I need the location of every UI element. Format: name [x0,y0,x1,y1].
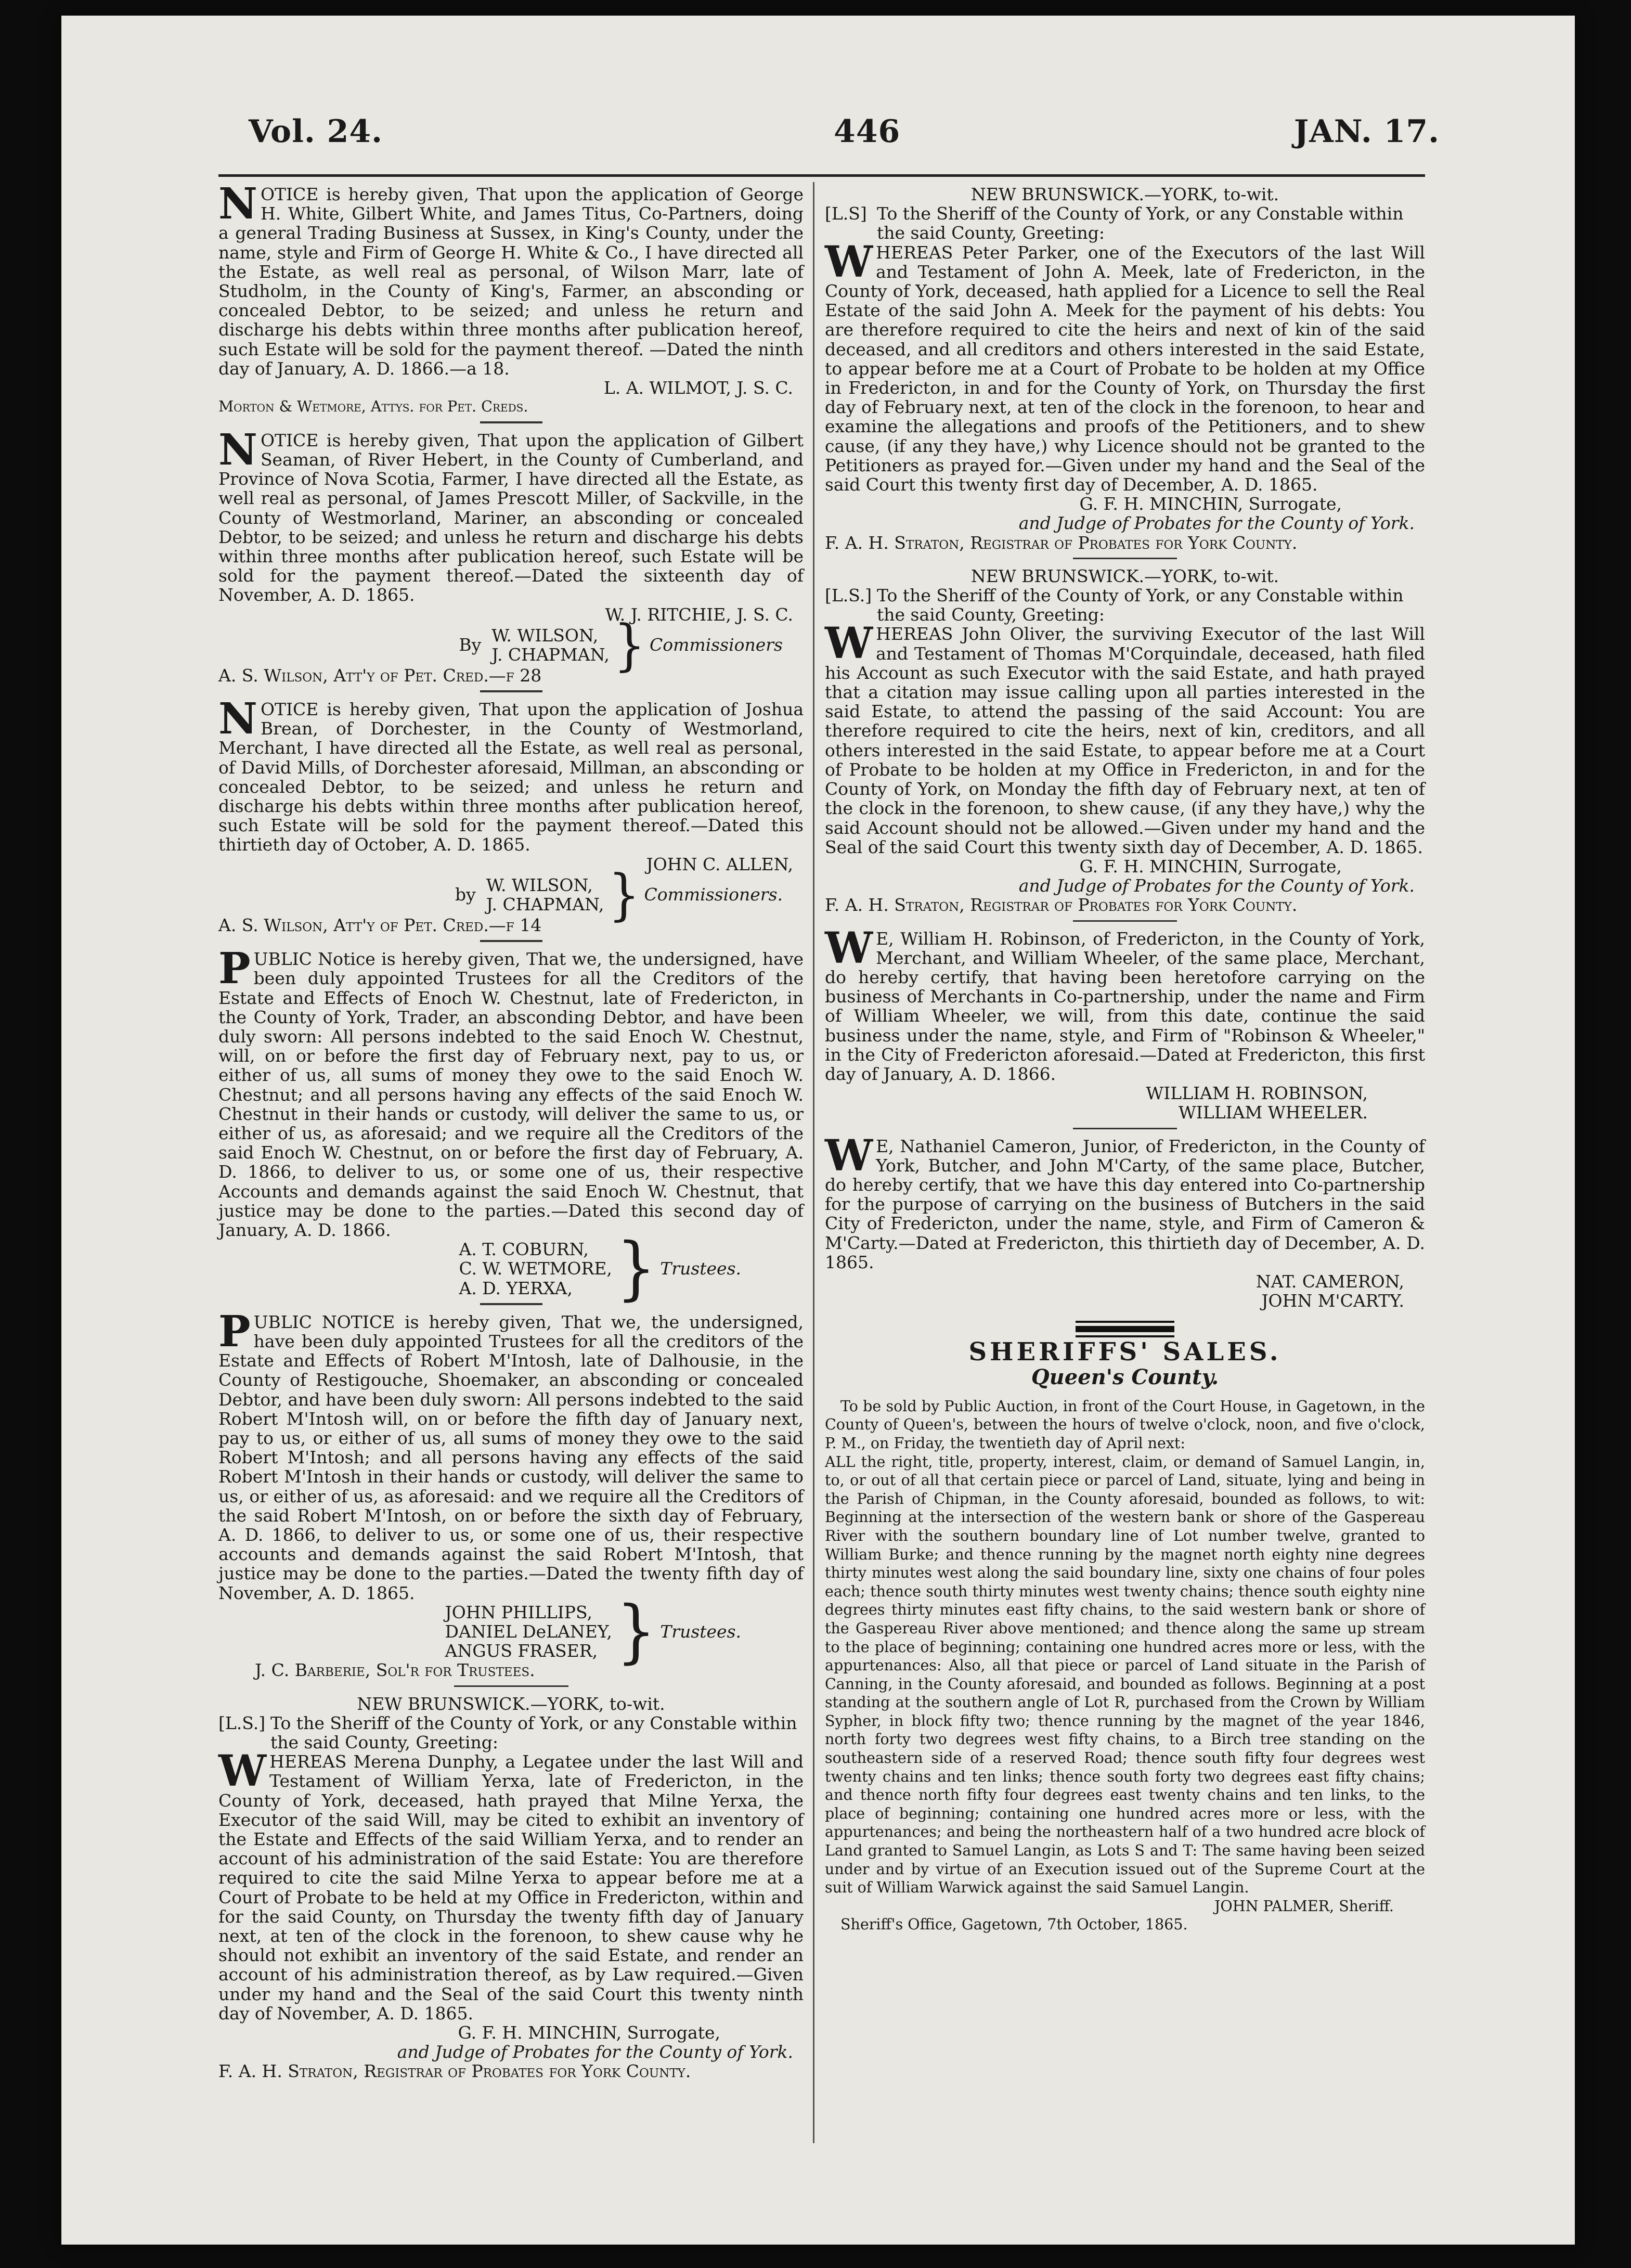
signature: JOHN M'CARTY. [1261,1291,1404,1311]
sale-intro: To be sold by Public Auction, in front of the Court House, in Gagetown, in the County of Queen's, between the hours of twelve o'clock, noon, and five o'clock, P. M., on Friday, the twentieth day of April next: [825,1397,1425,1452]
signature-title: and Judge of Probates for the County of York. [1018,513,1415,534]
notice-brean-mills [218,694,804,935]
registrar: F. A. H. Straton, Registrar of Probates for York County. [825,895,1298,916]
notice-robinson-wheeler [825,923,1425,1123]
by-label: By [459,635,482,655]
trustee-name: A. D. YERXA, [459,1278,573,1298]
notice-text: UBLIC NOTICE is hereby given, That we, the undersigned, have been duly appointed Trustees for all the creditors of the Estate and Effects of Robert M'Intosh, late of Dalhousie, in the County of Restigouche, Shoemaker, an absconding or concealed Debtor, and have been duly sworn: All persons indebted to the said Robert M'Intosh will, on or before the fifth day of January next, pay to us, or either of us, all sums of money they owe to the said Robert M'Intosh; and all persons having any effects of the said Robert M'Intosh in their hands or custody, will deliver the same to us, or either of us, as aforesaid: and we require all the Creditors of the said Robert M'Intosh, on or before the sixth day of February, A. D. 1866, to deliver to us, or some one of us, their respective accounts and demands against the said Robert M'Intosh, that justice may be done to the parties.—Dated the twenty fifth day of November, A. D. 1865. [218,1311,804,1603]
seal-line [218,1713,804,1752]
signature: G. F. H. MINCHIN, Surrogate, [458,2022,720,2043]
commissioner-name: J. CHAPMAN, [491,644,610,665]
sheriff-signature: JOHN PALMER, Sheriff. [1214,1897,1394,1915]
section-rule [1076,1321,1174,1337]
notice-text: E, William H. Robinson, of Fredericton, in the County of York, Merchant, and William Wheeler, of the same place, Merchant, do hereby certify, that having been heretofore carrying on the business of Merchants in Co-partnership, under the name and Firm of William Wheeler, we will, from this date, continue the said business under the name, style, and Firm of "Robinson & Wheeler," in the City of Fredericton aforesaid.—Dated at Fredericton, this first day of January, A. D. 1866. [825,928,1425,1084]
signature: W. J. RITCHIE, J. S. C. [605,604,793,625]
signature: L. A. WILMOT, J. S. C. [603,378,793,398]
section-title: SHERIFFS' SALES. [968,1337,1282,1367]
notice-heading: NEW BRUNSWICK.—YORK, to-wit. [970,184,1279,204]
by-label: by [455,884,476,905]
notice-text: OTICE is hereby given, That upon the application of George H. White, Gilbert White, and James Titus, Co-Partners, doing a general Trading Business at Sussex, in King's County, under the name, style and Firm of George H. White & Co., I have directed all the Estate, as well real as personal, of Wilson Marr, late of Studholm, in the County of King's, Farmer, an absconding or concealed Debtor, to be seized; and unless he return and discharge his debts within three months after publication hereof, such Estate will be sold for the payment thereof. —Dated the ninth day of January, A. D. 1866.—a 18. [218,184,804,379]
notice-text: HEREAS Peter Parker, one of the Executors of the last Will and Testament of John A. Meek, late of Fredericton, in the County of York, deceased, hath applied for a Licence to sell the Real Estate of the said John A. Meek for the payment of his debts: You are therefore required to cite the heirs and next of kin of the said deceased, and all creditors and others interested in the said Estate, to appear before me at a Court of Probate to be holden at my Office in Fredericton, in and for the County of York, on Thursday the first day of February next, at ten of the clock in the forenoon, to hear and examine the allegations and proofs of the Petitioners, and to shew cause, (if any they have,) why Licence should not be granted to the Petitioners as prayed for.—Given under my hand and the Seal of the said Court this twenty first day of December, A. D. 1865. [825,242,1425,495]
trustee-name: JOHN PHILLIPS, [445,1602,592,1622]
notice-mintosh-trustees [218,1306,804,1681]
brace-glyph: } [608,862,640,927]
separator [454,1685,568,1687]
role-label: Commissioners. [644,884,783,905]
trustee-name: C. W. WETMORE, [459,1258,612,1279]
notice-seaman-miller [218,424,804,686]
separator [480,421,542,423]
drop-cap: N [218,694,257,744]
separator [480,690,542,692]
drop-cap: P [218,944,251,994]
signature: G. F. H. MINCHIN, Surrogate, [1079,494,1342,514]
commissioner-name: W. WILSON, [491,625,599,646]
signature: JOHN C. ALLEN, [646,854,793,874]
seal-line [825,204,1425,242]
sheriff-office-date: Sheriff's Office, Gagetown, 7th October, 1865. [840,1916,1188,1934]
seal-mark: [L.S] [825,203,867,224]
attorney: A. S. Wilson, Att'y of Pet. Cred.—f 14 [218,914,542,935]
drop-cap: P [218,1306,251,1357]
signature: G. F. H. MINCHIN, Surrogate, [1079,856,1342,877]
seal-line [825,586,1425,624]
signature: NAT. CAMERON, [1255,1271,1404,1292]
drop-cap: W [825,237,873,287]
notice-heading: NEW BRUNSWICK.—YORK, to-wit. [357,1693,665,1714]
drop-cap: W [218,1746,267,1797]
volume-label: Vol. 24. [249,113,383,150]
separator [1073,558,1177,559]
attorney: A. S. Wilson, Att'y of Pet. Cred.—f 28 [218,665,542,686]
solicitor: J. C. Barberie, Sol'r for Trustees. [255,1660,535,1681]
drop-cap: W [825,1130,873,1181]
brace-glyph: } [613,613,645,677]
drop-cap: N [218,179,257,229]
notice-chestnut-trustees [218,944,804,1308]
commissioner-name: J. CHAPMAN, [486,894,604,914]
separator [480,940,542,942]
sale-body: ALL the right, title, property, interest, claim, or demand of Samuel Langin, in, to, or out of all that certain piece or parcel of Land, situate, lying and being in the Parish of Chipman, in the County aforesaid, bounded as follows, to wit: Beginning at the intersection of the western bank or shore of the Gaspereau River with the southern boundary line of Lot number twelve, granted to William Burke; and thence running by the magnet north eighty nine degrees thirty minutes west along the said boundary line, sixty one chains of four poles each; thence south thirty minutes west twenty chains; thence south eighty nine degrees thirty minutes east fifty chains, to the said western bank or shore of the Gaspereau River above mentioned; and thence along the same up stream to the place of beginning; containing one hundred acres more or less, with the appurtenances: Also, all that piece or parcel of Land situate in the Parish of Canning, in the County aforesaid, and bounded as follows. Beginning at a post standing at the southern angle of Lot R, purchased from the Crown by William Sypher, in block fifty two; thence running by the magnet of the year 1846, north forty two degrees west fifty chains, to a Birch tree standing on the southeastern side of a reserved Road; thence south fifty four degrees west twenty chains and ten links; thence south forty two degrees east fifty chains; and thence north fifty four degrees east twenty chains and ten links, to the place of beginning; containing one hundred acres more or less, with the appurtenances; and being the northeastern half of a two hundred acre block of Land granted to Samuel Langin, as Lots S and T: The same having been seized under and by virtue of an Execution issued out of the Supreme Court at the suit of William Warwick against the said Samuel Langin. [825,1453,1425,1897]
trustee-name: ANGUS FRASER, [445,1641,598,1661]
left-column [218,179,804,2086]
trustee-name: DANIEL DeLANEY, [445,1621,612,1642]
signature: WILLIAM H. ROBINSON, [1146,1083,1368,1104]
notice-cameron-mccarty [825,1130,1425,1311]
separator [480,1303,542,1305]
separator [1073,920,1177,922]
issue-date: JAN. 17. [1293,113,1440,150]
seal-mark: [L.S.] [825,585,872,606]
notice-oliver-mcorquindale [825,566,1425,915]
address-text: To the Sheriff of the County of York, or any Constable within the said County, Greeting: [877,585,1404,625]
notice-dunphy-yerxa [218,1694,804,2081]
notice-heading: NEW BRUNSWICK.—YORK, to-wit. [970,565,1279,586]
address-text: To the Sheriff of the County of York, or any Constable within the said County, Greeting: [270,1712,797,1753]
role-label: Trustees. [660,1258,741,1279]
drop-cap: W [825,618,873,669]
drop-cap: N [218,424,257,475]
trustee-name: A. T. COBURN, [459,1239,589,1260]
trustees-block [218,1228,741,1308]
commissioner-name: W. WILSON, [486,874,593,895]
registrar: F. A. H. Straton, Registrar of Probates for York County. [218,2061,691,2082]
column-divider [813,182,814,2143]
notice-text: UBLIC Notice is hereby given, That we, the undersigned, have been duly appointed Trustees for all the Creditors of the Estate and Effects of Enoch W. Chestnut, late of Fredericton, in the County of York, Trader, an absconding Debtor, and have been duly sworn: All persons indebted to the said Enoch W. Chestnut, will, on or before the first day of February next, pay to us, or either of us, all sums of money they owe to the said Enoch W. Chestnut; and all persons having any effects of the said Enoch W. Chestnut in their hands or custody, will deliver the same to us, or either of us, as aforesaid; and we require all the Creditors of the said Enoch W. Chestnut, on or before the first day of February, A. D. 1866, to deliver to us, or some one of us, their respective Accounts and demands against the said Enoch W. Chestnut, that justice may be done to the parties.—Dated this second day of January, A. D. 1866. [218,949,804,1240]
separator [1073,1128,1177,1129]
role-label: Trustees. [660,1621,741,1642]
signature: WILLIAM WHEELER. [1178,1102,1368,1123]
notice-text: E, Nathaniel Cameron, Junior, of Fredericton, in the County of York, Butcher, and John M'Carty, of the same place, Butcher, do hereby certify, that we have this day entered into Co-partnership for the purpose of carrying on the business of Butchers in the said City of Fredericton, under the name, style, and Firm of Cameron & M'Carty.—Dated at Fredericton, this thirtieth day of December, A. D. 1865. [825,1136,1425,1272]
county-heading: Queen's County. [1031,1364,1219,1389]
signature-title: and Judge of Probates for the County of York. [1018,875,1415,896]
notice-text: OTICE is hereby given, That upon the application of Gilbert Seaman, of River Hebert, in the County of Cumberland, and Province of Nova Scotia, Farmer, I have directed all the Estate, as well real as personal, of James Prescott Miller, of Sackville, in the County of Westmorland, Mariner, an absconding or concealed Debtor, to be seized; and unless he return and discharge his debts within three months after publication hereof, such Estate will be sold for the payment thereof.—Dated the sixteenth day of November, A. D. 1865. [218,430,804,605]
brace-glyph: } [616,1228,656,1308]
notice-text: HEREAS John Oliver, the surviving Executor of the last Will and Testament of Thomas M'Corquindale, deceased, hath filed his Account as such Executor with the said Estate, and hath prayed that a citation may issue calling upon all parties interested in the said Estate, to attend the passing of the said Account: You are therefore required to cite the heirs, next of kin, creditors, and all others interested in the said Estate, to appear before me at a Court of Probate to be holden at my Office in Fredericton, in and for the County of York, on Monday the fifth day of February next, at ten of the clock in the forenoon, to shew cause, (if any they have,) why the said Account should not be allowed.—Given under my hand and the Seal of the said Court this twenty sixth day of December, A. D. 1865. [825,624,1425,857]
registrar: F. A. H. Straton, Registrar of Probates for York County. [825,532,1298,553]
header-rule [218,174,1425,177]
page-header [249,113,1440,171]
notice-parker-meek [825,185,1425,552]
attorneys: Morton & Wetmore, Attys. for Pet. Creds. [218,398,528,416]
signature-title: and Judge of Probates for the County of York. [397,2042,793,2063]
seal-mark: [L.S.] [218,1712,266,1733]
address-text: To the Sheriff of the County of York, or any Constable within the said County, Greeting: [877,203,1404,243]
role-label: Commissioners [649,635,783,655]
brace-glyph: } [616,1591,656,1671]
right-column [825,185,1425,1934]
notice-text: OTICE is hereby given, That upon the application of Joshua Brean, of Dorchester, in the County of Westmorland, Merchant, I have directed all the Estate, as well real as personal, of David Mills, of Dorchester aforesaid, Millman, an absconding or concealed Debtor, to be seized; and unless he return and discharge his debts within three months after publication hereof, such Estate will be sold for the payment thereof.—Dated this thirtieth day of October, A. D. 1865. [218,699,804,855]
drop-cap: W [825,923,873,973]
sheriffs-sales [825,1337,1425,1934]
page-number: 446 [834,113,901,150]
notice-text: HEREAS Merena Dunphy, a Legatee under the last Will and Testament of William Yerxa, late of Fredericton, in the County of York, deceased, hath prayed that Milne Yerxa, the Executor of the said Will, may be cited to exhibit an inventory of the Estate and Effects of the said William Yerxa, and to render an account of his administration of the said Estate: You are therefore required to cite the said Milne Yerxa to appear before me at a Court of Probate to be held at my Office in Fredericton, within and for the said County, on Thursday the twenty fifth day of January next, at ten of the clock in the forenoon, to shew cause why he should not exhibit an inventory of the said Estate, and render an account of his administration thereof, as by Law required.—Given under my hand and the Seal of the said Court this twenty ninth day of November, A. D. 1865. [218,1751,804,2024]
notice-white-marr [218,179,804,416]
gazette-page [61,16,1575,2245]
